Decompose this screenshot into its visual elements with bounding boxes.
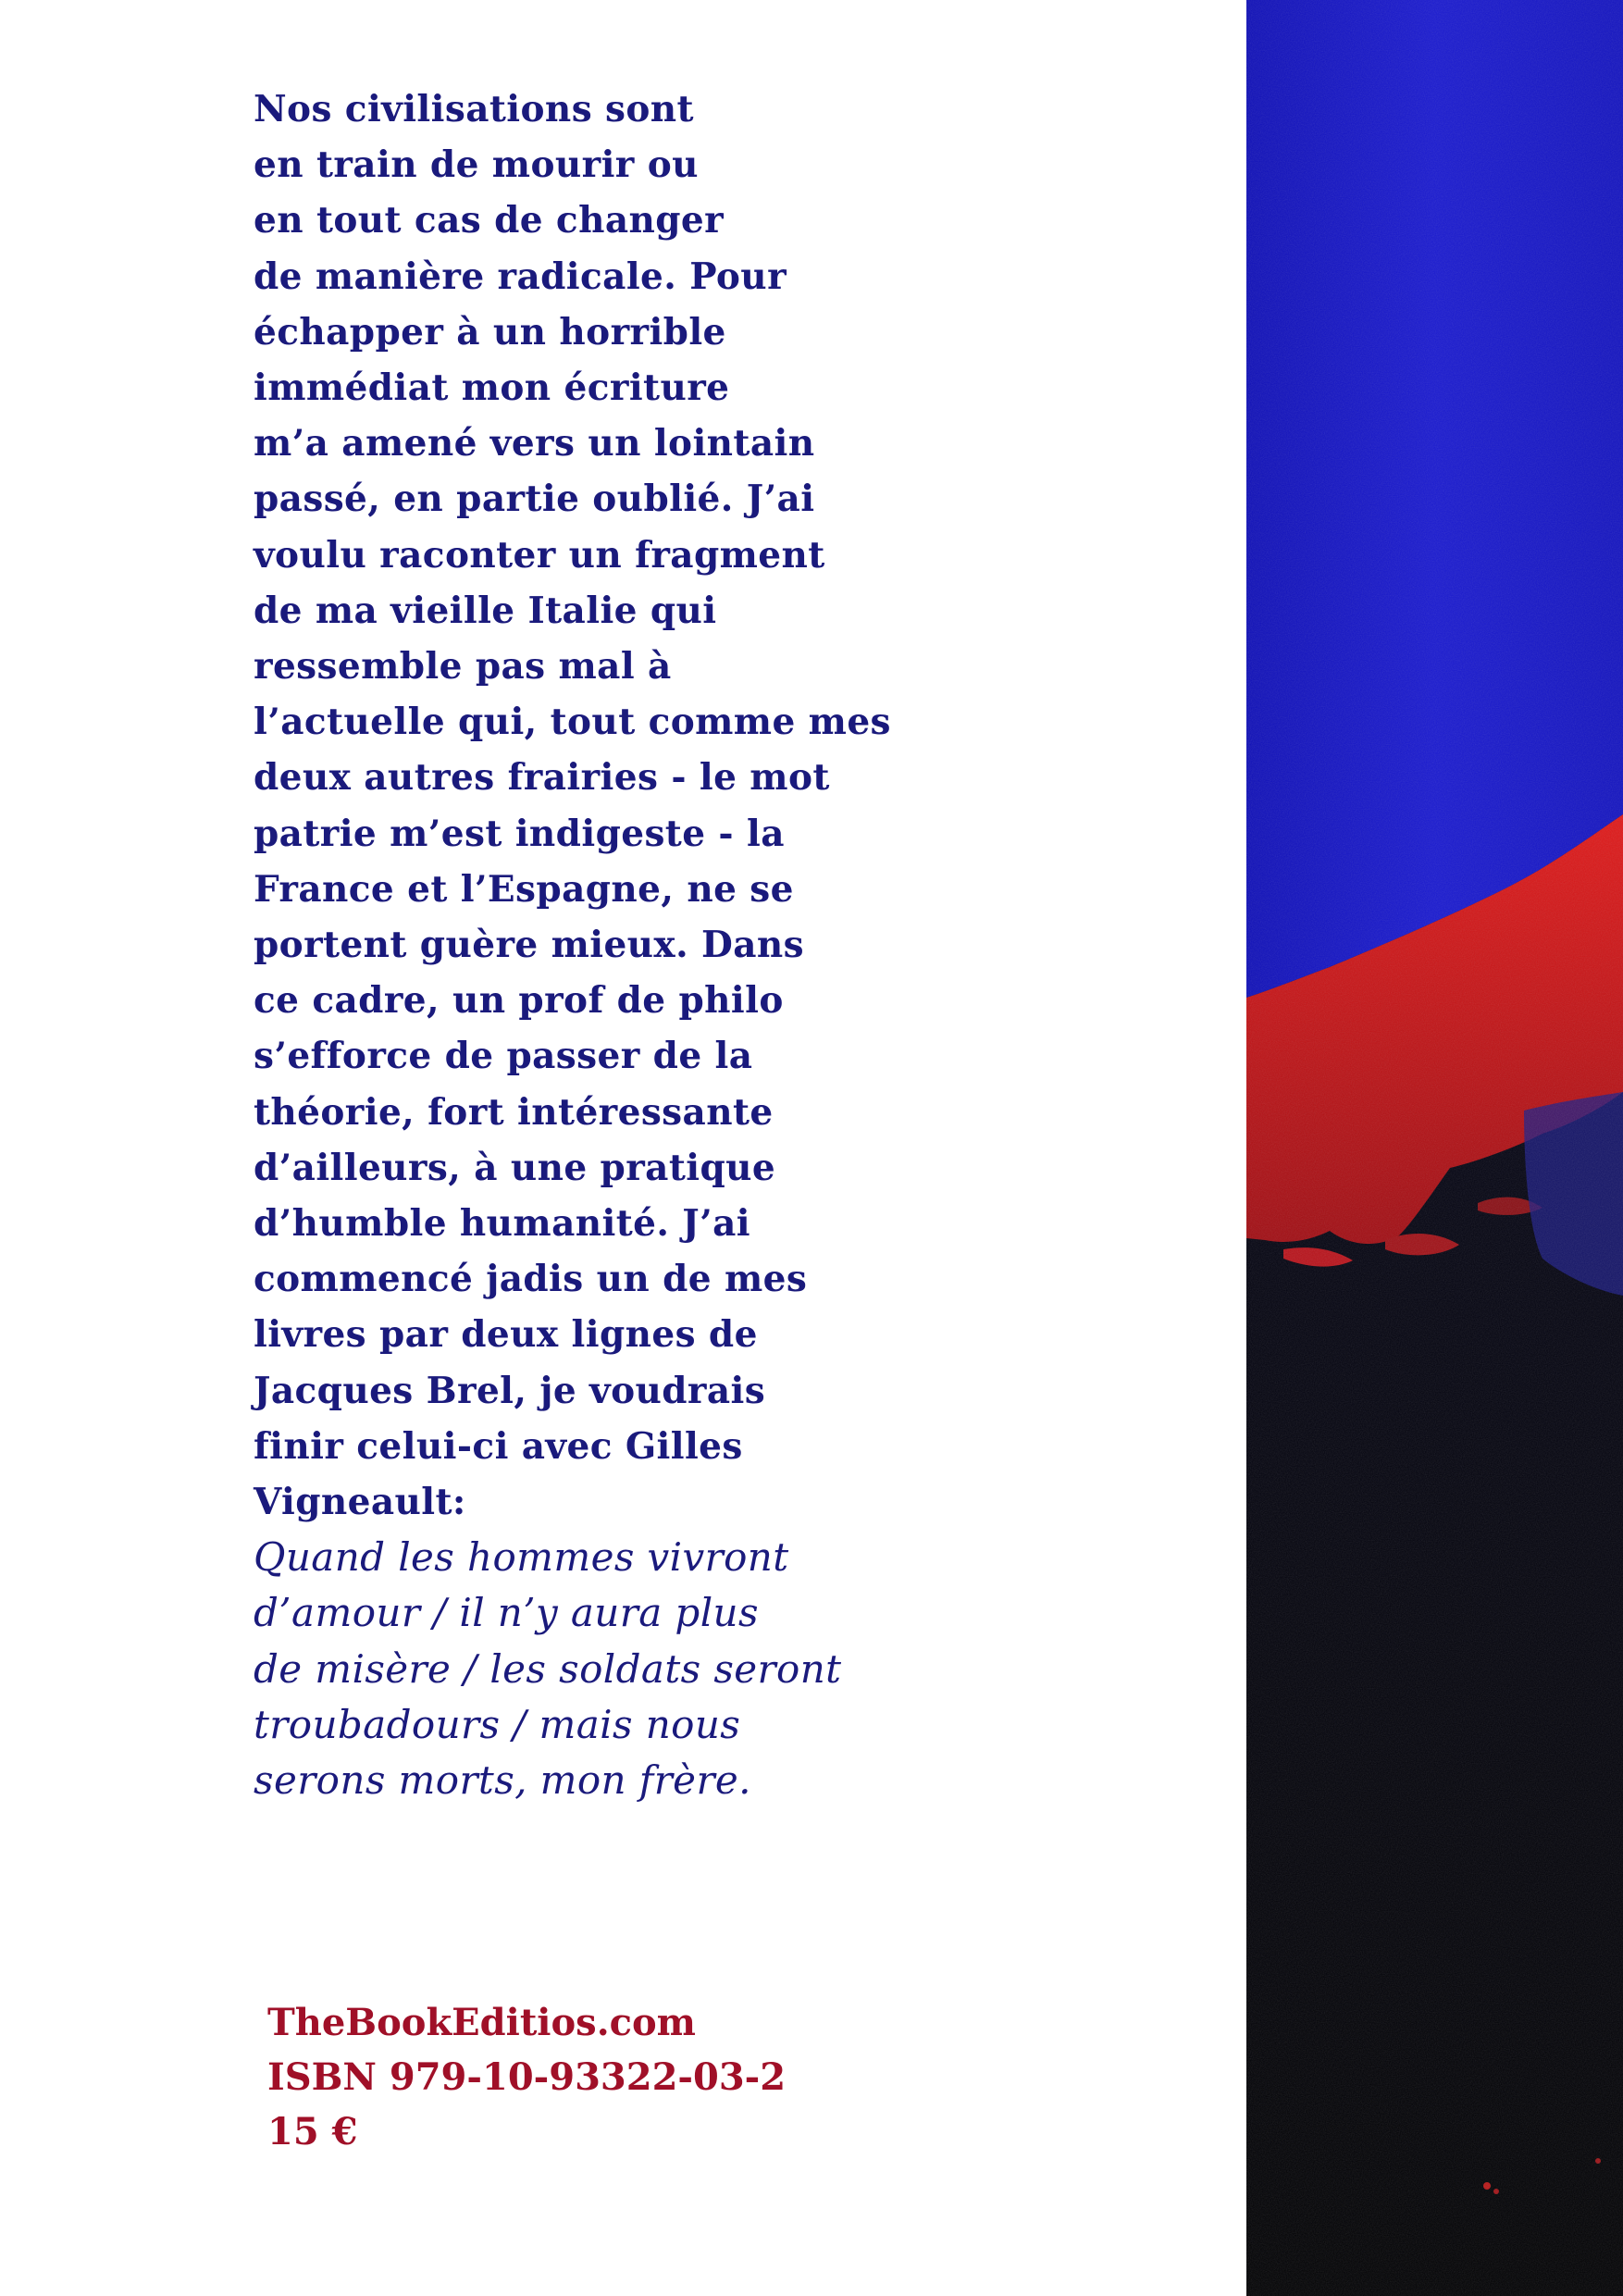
quote-line: d’amour / il n’y aura plus bbox=[254, 1590, 759, 1636]
blurb-line: en tout cas de changer bbox=[254, 199, 725, 242]
blurb-line: ressemble pas mal à bbox=[254, 645, 672, 689]
blurb-line: l’actuelle qui, tout comme mes bbox=[254, 701, 891, 744]
blurb-line: portent guère mieux. Dans bbox=[254, 924, 805, 967]
blurb-line: deux autres frairies - le mot bbox=[254, 756, 830, 800]
blurb-line: livres par deux lignes de bbox=[254, 1313, 758, 1357]
blurb-line: Jacques Brel, je voudrais bbox=[254, 1369, 766, 1412]
blurb-line: immédiat mon écriture bbox=[254, 366, 730, 410]
blurb-line: patrie m’est indigeste - la bbox=[254, 812, 785, 855]
blurb-line: d’ailleurs, à une pratique bbox=[254, 1146, 776, 1189]
blurb-line: échapper à un horrible bbox=[254, 310, 726, 354]
blurb-line: voulu raconter un fragment bbox=[254, 533, 825, 577]
blurb-line: en train de mourir ou bbox=[254, 143, 699, 187]
blurb-line: passé, en partie oublié. J’ai bbox=[254, 478, 815, 521]
blurb-line: commencé jadis un de mes bbox=[254, 1258, 808, 1301]
blurb-line: de manière radicale. Pour bbox=[254, 254, 787, 298]
quote-line: Quand les hommes vivront bbox=[254, 1534, 789, 1581]
blurb-line: m’a amené vers un lointain bbox=[254, 422, 815, 465]
blurb-line: d’humble humanité. J’ai bbox=[254, 1202, 751, 1246]
quote-line: troubadours / mais nous bbox=[254, 1701, 741, 1747]
quote-line: de misère / les soldats seront bbox=[254, 1645, 842, 1692]
blurb-line: Vigneault: bbox=[254, 1481, 466, 1524]
quote-line: serons morts, mon frère. bbox=[254, 1757, 751, 1804]
blurb-line: théorie, fort intéressante bbox=[254, 1090, 774, 1134]
blurb-line: France et l’Espagne, ne se bbox=[254, 867, 794, 911]
cover-grain bbox=[1246, 0, 1623, 2296]
cover-art-panel bbox=[1246, 0, 1623, 2296]
blurb-line: de ma vieille Italie qui bbox=[254, 589, 717, 632]
publisher-info bbox=[267, 1995, 823, 2159]
cover-art-image bbox=[1246, 0, 1623, 2296]
blurb-line: Nos civilisations sont bbox=[254, 88, 694, 130]
publisher-website: TheBookEditios.com bbox=[267, 2001, 696, 2044]
isbn: ISBN 979-10-93322-03-2 bbox=[267, 2055, 787, 2099]
blurb-line: finir celui-ci avec Gilles bbox=[254, 1424, 743, 1468]
blurb-line: ce cadre, un prof de philo bbox=[254, 979, 784, 1023]
price: 15 € bbox=[267, 2110, 358, 2153]
blurb-line: s’efforce de passer de la bbox=[254, 1035, 753, 1078]
blurb-text bbox=[254, 81, 901, 1808]
